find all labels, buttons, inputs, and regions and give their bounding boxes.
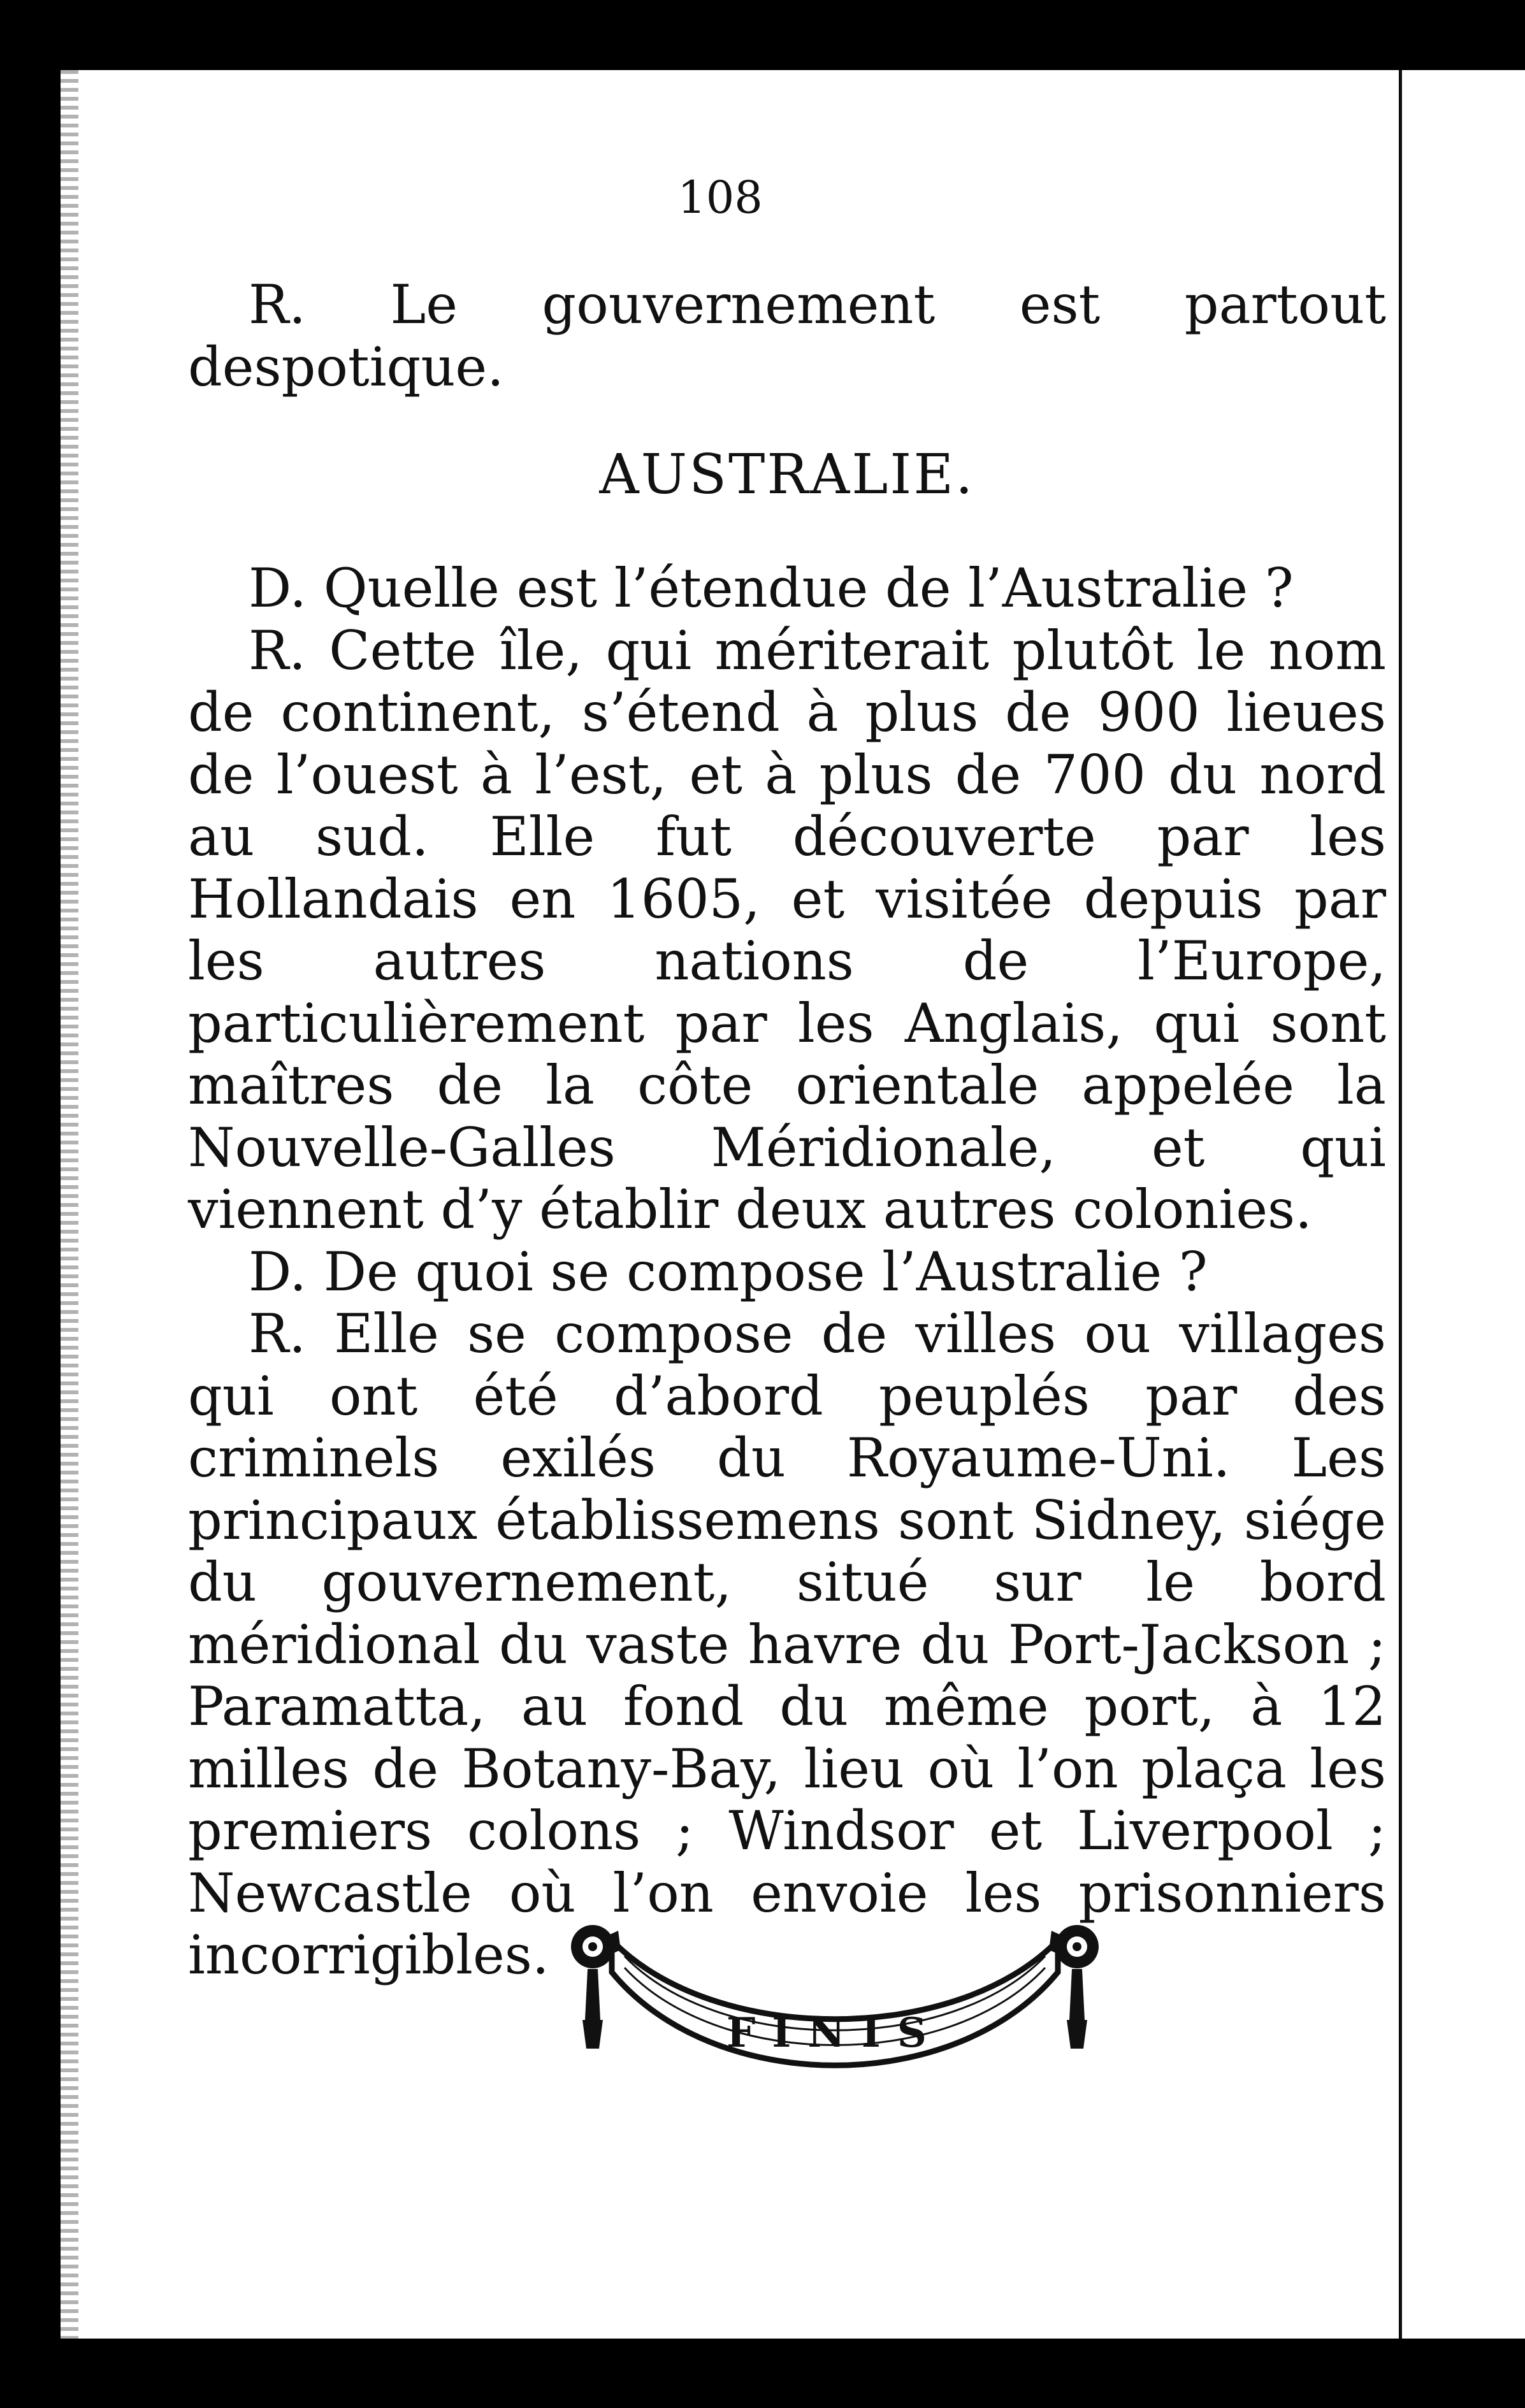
answer-extent: R. Cette île, qui mériterait plutôt le nom de continent, s’étend à plus de 900 lieues de l’ouest à l’est, et à plus de 700 du nord au sud. Elle fut découverte par les Hollandais en 1605, et visitée depuis par les autres nations de l’Europe, particulièrement par les Anglais, qui sont maîtres de la côte orientale appelée la Nouvelle-Galles Méridionale, et qui viennent d’y établir deux autres colonies. xyxy=(188,619,1386,1241)
answer-government: R. Le gouvernement est partout despotique. xyxy=(188,273,1386,398)
answer-composition: R. Elle se compose de villes ou villages qui ont été d’abord peuplés par des criminels exilés du Royaume-Uni. Les principaux établissemens sont Sidney, siége du gouvernement, situé sur le bord méridional du vaste havre du Port-Jackson ; Paramatta, au fond du même port, à 12 milles de Botany-Bay, lieu où l’on plaça les premiers colons ; Windsor et Liverpool ; Newcastle où l’on envoie les prisonniers incorrigibles. xyxy=(188,1302,1386,1986)
finis-text: FINIS xyxy=(726,2009,944,2057)
page-left-edge xyxy=(61,70,78,2339)
finis-ribbon-ornament xyxy=(554,1912,1115,2103)
page-number: 108 xyxy=(677,171,763,224)
section-heading: AUSTRALIE. xyxy=(599,443,975,507)
question-composition: D. De quoi se compose l’Australie ? xyxy=(249,1240,1208,1303)
question-extent: D. Quelle est l’étendue de l’Australie ? xyxy=(249,557,1294,619)
page-content xyxy=(188,96,1386,1987)
facing-page-strip xyxy=(1402,70,1525,2339)
